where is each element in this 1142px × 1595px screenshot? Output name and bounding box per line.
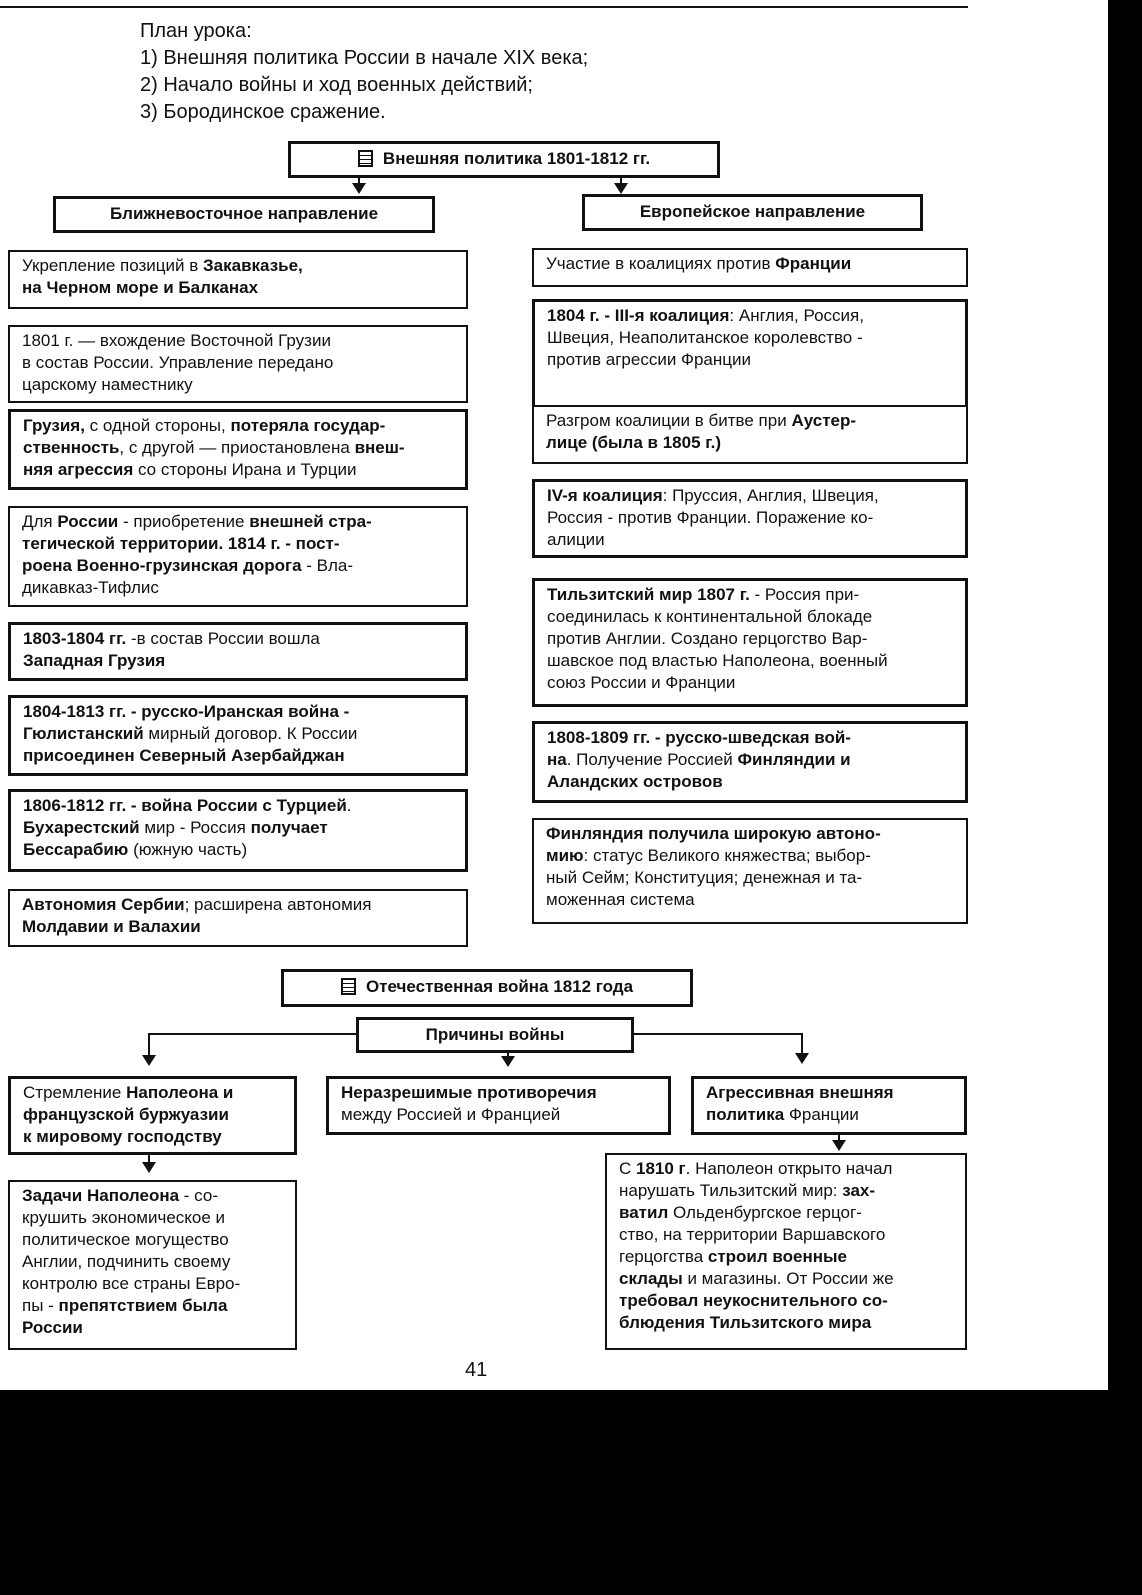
right-box-tilsit	[532, 578, 968, 707]
text: мир - Россия	[139, 818, 251, 837]
text-bold: ственность	[23, 438, 120, 457]
text: Швеция, Неаполитанское королевство -	[547, 328, 863, 347]
text-bold: Тильзитский мир 1807 г.	[547, 585, 750, 604]
arrow-down-icon	[832, 1140, 846, 1151]
top-rule	[0, 6, 968, 8]
left-box-georgia-statehood	[8, 409, 468, 490]
text: мирный договор. К России	[143, 724, 358, 743]
text: Разгром коалиции в битве при	[546, 411, 792, 430]
text: и магазины. От России же	[682, 1269, 894, 1288]
text: крушить экономическое и	[22, 1208, 226, 1227]
left-box-georgia-1801	[8, 325, 468, 403]
arrow-down-icon	[501, 1056, 515, 1067]
text: между Россией и Францией	[341, 1105, 561, 1124]
causes-heading-box	[356, 1017, 634, 1053]
text-bold: Бухарестский	[23, 818, 140, 837]
text-bold: строил военные	[707, 1247, 847, 1266]
text-bold: внешней стра-	[249, 512, 372, 531]
text-bold: Автономия Сербии	[22, 895, 185, 914]
text-bold: Задачи Наполеона	[22, 1186, 180, 1205]
text: Участие в коалициях против	[546, 254, 776, 273]
text: . Наполеон открыто начал	[685, 1159, 893, 1178]
page-number: 41	[465, 1359, 488, 1381]
text-bold: препятствием была	[58, 1296, 228, 1315]
text: с одной стороны,	[84, 416, 231, 435]
left-box-serbia	[8, 889, 468, 947]
text: С	[619, 1159, 636, 1178]
right-box-third-coalition	[532, 299, 968, 416]
text-bold: 1803-1804 гг.	[23, 629, 127, 648]
text: союз России и Франции	[547, 673, 736, 692]
connector	[148, 1033, 356, 1035]
left-box-west-georgia	[8, 622, 468, 681]
text: (южную часть)	[128, 840, 248, 859]
document-icon	[341, 978, 356, 995]
text-bold: Грузия,	[23, 416, 85, 435]
text-bold: 1808-1809 гг. - русско-шведская вой-	[547, 728, 851, 747]
right-box-fourth-coalition	[532, 479, 968, 558]
text: дикавказ-Тифлис	[22, 578, 159, 597]
text: - со-	[179, 1186, 218, 1205]
text-bold: зах-	[842, 1181, 876, 1200]
text-bold: французской буржуазии	[23, 1105, 229, 1124]
left-box-caucasus	[8, 250, 468, 309]
text-bold: роена Военно-грузинская дорога	[22, 556, 302, 575]
war-1812-title-box	[281, 969, 693, 1007]
text: Стремление	[23, 1083, 127, 1102]
text-bold: IV-я коалиция	[547, 486, 663, 505]
cause-aggressive-policy	[691, 1076, 967, 1135]
text-bold: требовал неукоснительного со-	[619, 1291, 888, 1310]
text: : Пруссия, Англия, Швеция,	[662, 486, 879, 505]
text-bold: к мировому господству	[23, 1127, 222, 1146]
text: со стороны Ирана и Турции	[133, 460, 357, 479]
lesson-plan-item: 2) Начало войны и ход военных действий;	[140, 74, 533, 96]
lesson-plan-item: 1) Внешняя политика России в начале XIX века;	[140, 47, 589, 69]
text-bold: няя агрессия	[23, 460, 134, 479]
text-bold: Агрессивная внешняя	[706, 1083, 894, 1102]
text-bold: тегической территории. 1814 г. - пост-	[22, 534, 340, 553]
european-heading-box	[582, 194, 923, 231]
european-heading: Европейское направление	[639, 202, 866, 221]
text-bold: Гюлистанский	[23, 724, 144, 743]
text-bold: России	[22, 1318, 83, 1337]
text-bold: Наполеона и	[126, 1083, 234, 1102]
right-box-coalitions	[532, 248, 968, 287]
text-bold: блюдения Тильзитского мира	[619, 1313, 872, 1332]
text: Россия - против Франции. Поражение ко-	[547, 508, 874, 527]
document-icon	[358, 150, 373, 167]
right-box-finland-autonomy	[532, 818, 968, 924]
text-bold: ватил	[619, 1203, 669, 1222]
text-bold: на	[547, 750, 567, 769]
text: : Англия, Россия,	[729, 306, 864, 325]
text-bold: лице (была в 1805 г.)	[546, 433, 722, 452]
text-bold: склады	[619, 1269, 683, 1288]
text-bold: присоединен Северный Азербайджан	[23, 746, 345, 765]
text-bold: России	[57, 512, 119, 531]
text: в состав России. Управление передано	[22, 353, 334, 372]
foreign-policy-title: Внешняя политика 1801-1812 гг.	[382, 149, 651, 168]
text-bold: Западная Грузия	[23, 651, 166, 670]
text: - Вла-	[301, 556, 354, 575]
text: против Англии. Создано герцогство Вар-	[547, 629, 868, 648]
near-east-heading-box	[53, 196, 435, 233]
text-bold: Финляндия получила широкую автоно-	[546, 824, 881, 843]
lesson-plan	[140, 18, 588, 126]
cause-contradictions	[326, 1076, 671, 1135]
text-bold: потеряла государ-	[230, 416, 386, 435]
text-bold: мию	[546, 846, 584, 865]
arrow-down-icon	[795, 1053, 809, 1064]
arrow-down-icon	[142, 1055, 156, 1066]
scan-edge-bottom	[0, 1390, 1142, 1595]
text: Для	[22, 512, 58, 531]
text: - Россия при-	[749, 585, 860, 604]
text: политическое могущество	[22, 1230, 229, 1249]
text: шавское под властью Наполеона, военный	[547, 651, 888, 670]
text: нарушать Тильзитский мир:	[619, 1181, 843, 1200]
arrow-down-icon	[614, 183, 628, 194]
text-bold: Бессарабию	[23, 840, 129, 859]
text-bold: Неразрешимые противоречия	[341, 1083, 597, 1102]
right-box-austerlitz	[532, 405, 968, 464]
text-bold: 1806-1812 гг. - война России с Турцией	[23, 796, 347, 815]
text-bold: 1804-1813 гг. - русско-Иранская война -	[23, 702, 350, 721]
scan-edge-right	[1108, 0, 1142, 1595]
text: . Получение Россией	[566, 750, 738, 769]
arrow-down-icon	[142, 1162, 156, 1173]
cause-napoleon-domination	[8, 1076, 297, 1155]
text: царскому наместнику	[22, 375, 193, 394]
foreign-policy-title-box	[288, 141, 720, 178]
text: Франции	[784, 1105, 859, 1124]
text: алиции	[547, 530, 605, 549]
left-box-iran-war	[8, 695, 468, 776]
text-bold: Молдавии и Валахии	[22, 917, 201, 936]
text-bold: внеш-	[354, 438, 405, 457]
text-bold: Аустер-	[791, 411, 857, 430]
text: - приобретение	[118, 512, 250, 531]
arrow-down-icon	[352, 183, 366, 194]
lesson-plan-item: 3) Бородинское сражение.	[140, 101, 386, 123]
war-1812-title: Отечественная война 1812 года	[365, 977, 634, 996]
text-bold: получает	[250, 818, 328, 837]
napoleon-tasks-box	[8, 1180, 297, 1350]
text: герцогства	[619, 1247, 708, 1266]
text: 1801 г. — вхождение Восточной Грузии	[22, 331, 331, 350]
text: контролю все страны Евро-	[22, 1274, 241, 1293]
text-bold: Закавказье,	[203, 256, 303, 275]
text-bold: 1810 г	[636, 1159, 686, 1178]
text: Укрепление позиций в	[22, 256, 203, 275]
text-bold: на Черном море и Балканах	[22, 278, 259, 297]
text: моженная система	[546, 890, 695, 909]
since-1810-box	[605, 1153, 967, 1350]
connector	[148, 1033, 150, 1057]
text: против агрессии Франции	[547, 350, 752, 369]
left-box-turkey-war	[8, 789, 468, 872]
text: -в состав России вошла	[126, 629, 320, 648]
text-bold: политика	[706, 1105, 785, 1124]
text-bold: Финляндии и	[737, 750, 851, 769]
text: ный Сейм; Конституция; денежная и та-	[546, 868, 863, 887]
text: пы -	[22, 1296, 59, 1315]
text: Англии, подчинить своему	[22, 1252, 231, 1271]
text-bold: 1804 г. - III-я коалиция	[547, 306, 730, 325]
connector	[801, 1033, 803, 1055]
text-bold: Аландских островов	[547, 772, 723, 791]
near-east-heading: Ближневосточное направление	[109, 204, 379, 223]
text: , с другой — приостановлена	[119, 438, 355, 457]
text: Ольденбургское герцог-	[668, 1203, 862, 1222]
causes-heading: Причины войны	[425, 1025, 565, 1044]
text: ; расширена автономия	[184, 895, 372, 914]
text: соединилась к континентальной блокаде	[547, 607, 873, 626]
connector	[634, 1033, 802, 1035]
text: ство, на территории Варшавского	[619, 1225, 886, 1244]
lesson-plan-title: План урока:	[140, 20, 252, 42]
right-box-swedish-war	[532, 721, 968, 803]
left-box-military-road	[8, 506, 468, 607]
text: .	[346, 796, 352, 815]
text: : статус Великого княжества; выбор-	[583, 846, 871, 865]
text-bold: Франции	[775, 254, 852, 273]
